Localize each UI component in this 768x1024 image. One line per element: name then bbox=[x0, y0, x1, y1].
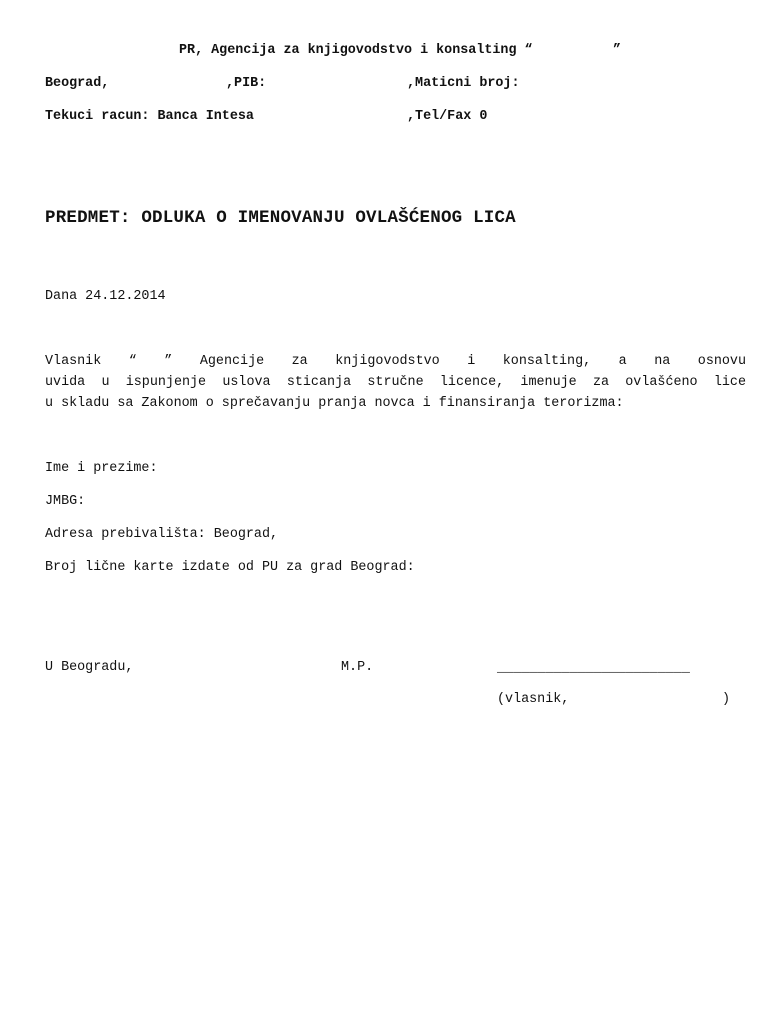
field-jmbg: JMBG: bbox=[45, 494, 86, 509]
maticni-broj-label: ,Maticni broj: bbox=[407, 76, 520, 91]
body-paragraph bbox=[45, 351, 746, 414]
body-paragraph-line-3: u skladu sa Zakonom o sprečavanju pranja novca i finansiranja terorizma: bbox=[45, 396, 624, 411]
document-date: Dana 24.12.2014 bbox=[45, 289, 166, 304]
document-subject: PREDMET: ODLUKA O IMENOVANJU OVLAŠĆENOG LICA bbox=[45, 208, 516, 228]
signer-label-close: ) bbox=[722, 692, 731, 707]
agency-name-line: PR, Agencija za knjigovodstvo i konsalting “ ” bbox=[179, 43, 621, 58]
field-name: Ime i prezime: bbox=[45, 461, 158, 476]
place-label: U Beogradu, bbox=[45, 660, 134, 675]
field-address: Adresa prebivališta: Beograd, bbox=[45, 527, 279, 542]
stamp-label: M.P. bbox=[341, 660, 374, 675]
bank-account-label: Tekuci racun: Banca Intesa bbox=[45, 109, 254, 124]
pib-label: ,PIB: bbox=[226, 76, 267, 91]
signer-label-open: (vlasnik, bbox=[497, 692, 570, 707]
city-label: Beograd, bbox=[45, 76, 110, 91]
tel-fax-label: ,Tel/Fax 0 bbox=[407, 109, 488, 124]
field-id-card: Broj lične karte izdate od PU za grad Beograd: bbox=[45, 560, 415, 575]
signature-line: ________________________ bbox=[497, 661, 690, 676]
body-paragraph-line-1: Vlasnik “ ” Agencije za knjigovodstvo i konsalting, a na osnovu bbox=[45, 354, 746, 369]
body-paragraph-line-2: uvida u ispunjenje uslova sticanja stručne licence, imenuje za ovlašćeno lice bbox=[45, 375, 746, 390]
